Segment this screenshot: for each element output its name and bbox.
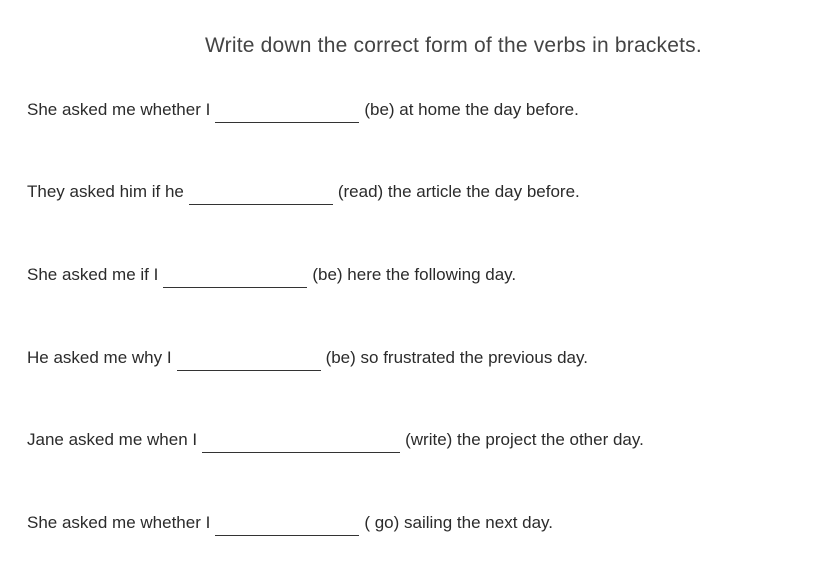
answer-blank[interactable] <box>177 350 321 371</box>
sentence-start: They asked him if he <box>27 182 184 201</box>
answer-blank[interactable] <box>215 102 359 123</box>
exercise-item-3 <box>27 259 516 285</box>
exercise-item-6 <box>27 507 553 533</box>
sentence-end: (be) so frustrated the previous day. <box>325 348 588 367</box>
sentence-start: Jane asked me when I <box>27 430 198 449</box>
answer-blank[interactable] <box>215 515 359 536</box>
exercise-item-5 <box>27 424 644 450</box>
sentence-start: She asked me whether I <box>27 100 211 119</box>
sentence-start: She asked me if I <box>27 265 159 284</box>
exercise-item-1 <box>27 94 579 120</box>
answer-blank[interactable] <box>163 267 307 288</box>
exercise-item-2 <box>27 176 580 202</box>
answer-blank[interactable] <box>189 184 333 205</box>
sentence-end: (be) at home the day before. <box>364 100 579 119</box>
exercise-item-4 <box>27 342 588 368</box>
sentence-end: (be) here the following day. <box>312 265 517 284</box>
worksheet-title: Write down the correct form of the verbs in brackets. <box>205 34 702 57</box>
sentence-start: She asked me whether I <box>27 513 211 532</box>
sentence-end: ( go) sailing the next day. <box>364 513 554 532</box>
sentence-end: (read) the article the day before. <box>337 182 580 201</box>
sentence-start: He asked me why I <box>27 348 172 367</box>
answer-blank[interactable] <box>202 432 400 453</box>
sentence-end: (write) the project the other day. <box>405 430 644 449</box>
